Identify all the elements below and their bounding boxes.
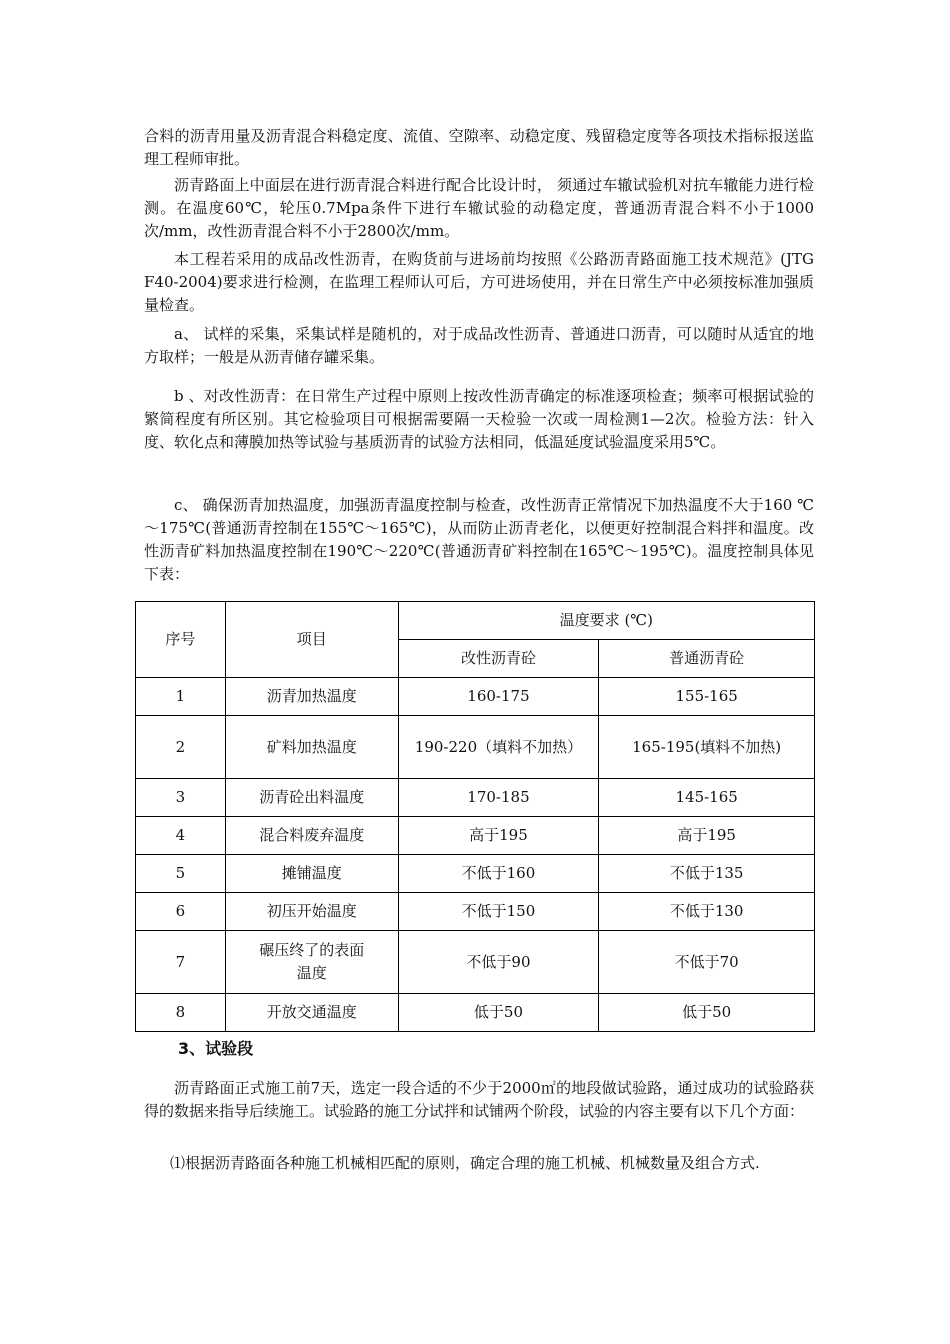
row-item: 混合料废弃温度: [225, 817, 398, 855]
row-index: 5: [136, 855, 226, 893]
row-item: 矿料加热温度: [225, 716, 398, 779]
row-modified: 高于195: [398, 817, 599, 855]
row-item: 沥青砼出料温度: [225, 779, 398, 817]
row-modified: 低于50: [398, 994, 599, 1032]
paragraph-machinery: ⑴根据沥青路面各种施工机械相匹配的原则，确定合理的施工机械、机械数量及组合方式.: [170, 1154, 760, 1172]
paragraph-inspection: b 、对改性沥青：在日常生产过程中原则上按改性沥青确定的标准逐项检查；频率可根据试验的繁简程度有所区别。其它检验项目可根据需要隔一天检验一次或一周检测1—2次。检验方法：针入度、软化点和薄膜加热等试验与基质沥青的试验方法相同，低温延度试验温度采用5℃。: [144, 387, 814, 451]
row-item: 开放交通温度: [225, 994, 398, 1032]
table-row: [136, 817, 815, 855]
row-ordinary: 不低于70: [599, 931, 815, 994]
header-temperature-group: 温度要求 (℃): [398, 602, 814, 640]
row-index: 2: [136, 716, 226, 779]
row-modified: 170-185: [398, 779, 599, 817]
table-row: [136, 779, 815, 817]
row-ordinary: 145-165: [599, 779, 815, 817]
row-ordinary: 不低于130: [599, 893, 815, 931]
paragraph-rutting-test: 沥青路面上中面层在进行沥青混合料进行配合比设计时， 须通过车辙试验机对抗车辙能力进行检测。在温度60℃，轮压0.7Mpa条件下进行车辙试验的动稳定度，普通沥青混合料不小于1000次/mm，改性沥青混合料不小于2800次/mm。: [144, 176, 814, 240]
row-index: 7: [136, 931, 226, 994]
row-ordinary: 低于50: [599, 994, 815, 1032]
row-index: 6: [136, 893, 226, 931]
header-modified: 改性沥青砼: [398, 640, 599, 678]
paragraph-modified-asphalt: 本工程若采用的成品改性沥青，在购货前与进场前均按照《公路沥青路面施工技术规范》(JTG F40-2004)要求进行检测，在监理工程师认可后，方可进场使用，并在日常生产中必须按标准加强质量检查。: [144, 250, 814, 314]
table-row: [136, 893, 815, 931]
table-row: [136, 931, 815, 994]
row-item: 摊铺温度: [225, 855, 398, 893]
row-ordinary: 165-195(填料不加热): [599, 716, 815, 779]
row-modified: 190-220（填料不加热）: [398, 716, 599, 779]
table-row: [136, 855, 815, 893]
paragraph-sampling: a、 试样的采集，采集试样是随机的，对于成品改性沥青、普通进口沥青，可以随时从适宜的地方取样；一般是从沥青储存罐采集。: [144, 325, 814, 366]
row-modified: 160-175: [398, 678, 599, 716]
row-ordinary: 不低于135: [599, 855, 815, 893]
row-modified: 不低于150: [398, 893, 599, 931]
row-ordinary: 高于195: [599, 817, 815, 855]
table-row: [136, 716, 815, 779]
paragraph-heating-temperature: c、 确保沥青加热温度，加强沥青温度控制与检查，改性沥青正常情况下加热温度不大于160 ℃～175℃(普通沥青控制在155℃～165℃)，从而防止沥青老化，以便更好控制混合料拌和温度。改性沥青矿料加热温度控制在190℃～220℃(普通沥青矿料控制在165℃～195℃)。温度控制具体见下表：: [144, 496, 814, 583]
row-modified: 不低于160: [398, 855, 599, 893]
row-modified: 不低于90: [398, 931, 599, 994]
row-item: 沥青加热温度: [225, 678, 398, 716]
paragraph-mix-approval: 合料的沥青用量及沥青混合料稳定度、流值、空隙率、动稳定度、残留稳定度等各项技术指标报送监理工程师审批。: [144, 127, 814, 168]
table-row: [136, 994, 815, 1032]
row-index: 4: [136, 817, 226, 855]
row-index: 8: [136, 994, 226, 1032]
header-ordinary: 普通沥青砼: [599, 640, 815, 678]
header-index: 序号: [136, 602, 226, 678]
table-row: [136, 678, 815, 716]
paragraph-test-section: 沥青路面正式施工前7天，选定一段合适的不少于2000㎡的地段做试验路，通过成功的试验路获得的数据来指导后续施工。试验路的施工分试拌和试铺两个阶段，试验的内容主要有以下几个方面：: [144, 1079, 814, 1120]
row-item: 初压开始温度: [225, 893, 398, 931]
row-index: 1: [136, 678, 226, 716]
header-item: 项目: [225, 602, 398, 678]
temperature-table: [135, 601, 815, 1032]
section-title: 3、试验段: [178, 1039, 254, 1058]
row-ordinary: 155-165: [599, 678, 815, 716]
row-index: 3: [136, 779, 226, 817]
row-item: 碾压终了的表面温度: [225, 931, 398, 994]
